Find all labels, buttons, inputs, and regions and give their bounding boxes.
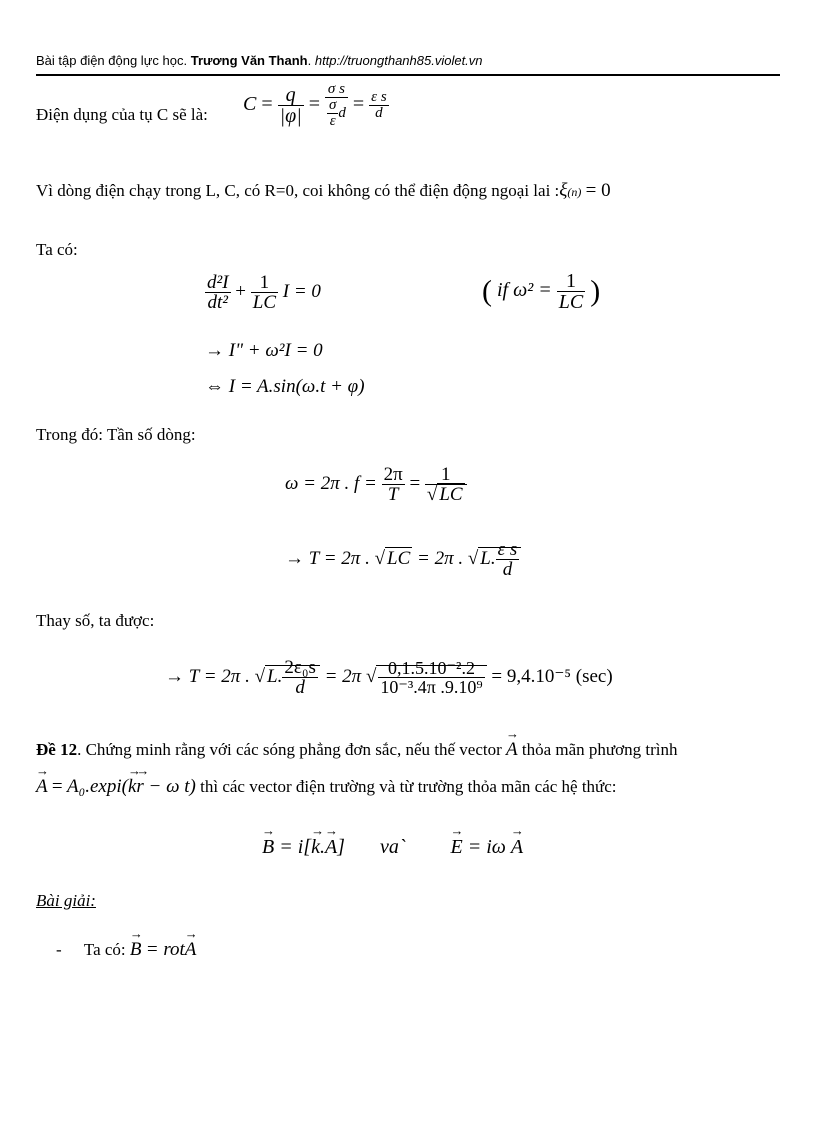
ode-equation: $\frac{\text{d²I}}{\text{dt²}}$ + $\frac{1}{LC}$ I = 0 xyxy=(207,272,321,313)
ta-co-label: Ta có: xyxy=(36,240,78,259)
problem-line1: Đề 12. Chứng minh rằng với các sóng phẳng đơn sắc, nếu thế vector → A thỏa mãn phương trình xyxy=(36,740,678,759)
capacitance-text: Điện dụng của tụ C sẽ là: xyxy=(36,105,208,124)
substitute-text: Thay số, ta được: xyxy=(36,611,155,630)
header-author: Trương Văn Thanh xyxy=(190,53,308,68)
ode-condition: ( if ω² = $\frac{1}{LC}$ ) xyxy=(482,270,601,313)
capacitance-formula: C = $\frac{q}{|\varphi|}$ = σ s $\frac{\sigma}{\varepsilon}$ d = $\frac{\text{ε s}}{d}$ xyxy=(243,81,387,129)
lc-text: Vì dòng điện chạy trong L, C, có R=0, coi không có thể điện động ngoại lai :ξ(n) = 0 xyxy=(36,180,611,201)
ode-line2: → I" + ω²I = 0 xyxy=(205,340,323,361)
omega-equation: ω = 2π . f = $\frac{2\pi}{T}$ = $\frac{1}{√ LC}$ xyxy=(285,465,467,504)
freq-text: Trong đó: Tần số dòng: xyxy=(36,425,196,444)
header-url: http://truongthanh85.violet.vn xyxy=(314,53,483,68)
header-subject: Bài tập điện động lực học. xyxy=(36,53,188,68)
substitute-equation: → T = 2π . √ L. $\frac{\text{2ε₀s}}{d}$ = 2π √ $\frac{\text{0,1.5.10⁻².2}}{\text{10⁻³.4π .9.10⁹}}$ = 9,4.10⁻⁵ (sec) xyxy=(165,657,613,698)
solution-title: Bài giải: xyxy=(36,891,96,910)
problem-line2: → A = A₀.expi(→ k→ r − ω t) thì các vector điện trường và từ trường thỏa mãn các hệ thức: xyxy=(36,777,617,796)
page-header: Bài tập điện động lực học. Trương Văn Thanh. http://truongthanh85.violet.vn xyxy=(36,53,483,68)
header-divider xyxy=(36,74,780,76)
problem-relations: → B = i[→ k.→ A] va` → E = iω → A xyxy=(262,837,523,857)
problem-label: Đề 12 xyxy=(36,740,78,759)
period-equation: → T = 2π . √ LC = 2π . √ L. $\frac{\text{ε s}}{d}$ xyxy=(285,540,521,579)
ode-line3: ⇔ I = A.sin(ω.t + φ) xyxy=(205,376,365,397)
solution-line1: - Ta có: → B = rot→ A xyxy=(56,940,196,959)
